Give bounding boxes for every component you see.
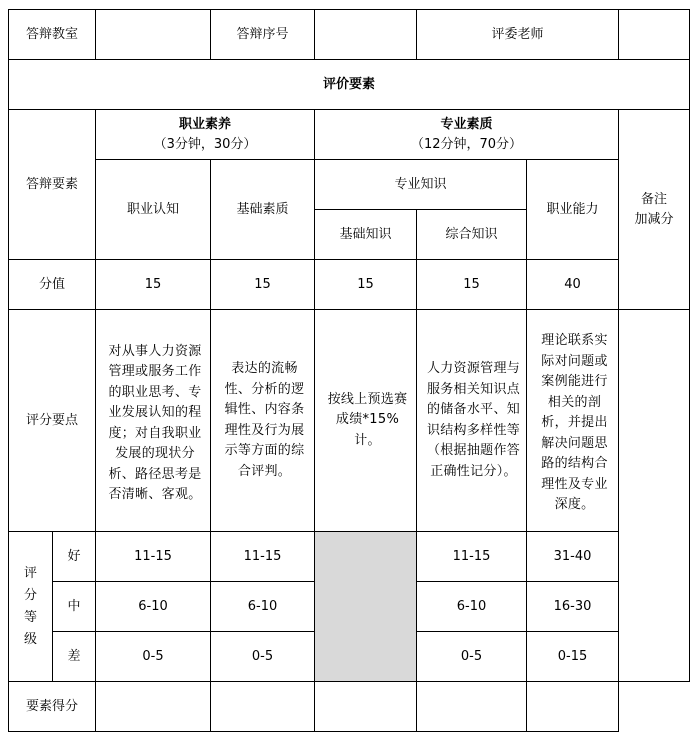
professional-quality-header: [315, 110, 619, 160]
score-value: 15: [315, 260, 417, 310]
total-row: [9, 682, 690, 732]
criteria-comprehensive-knowledge: [417, 310, 527, 532]
grade-row-good: [9, 532, 690, 582]
remarks-cell[interactable]: [619, 310, 690, 682]
section-title: 评价要素: [9, 60, 690, 110]
grade-label-char: 评: [23, 565, 37, 581]
grade-label-char: 分: [23, 587, 37, 603]
grade-range: 31-40: [527, 532, 619, 582]
professional-literacy-header: [96, 110, 315, 160]
grade-level: 差: [53, 632, 96, 682]
grade-range: 11-15: [211, 532, 315, 582]
grade-label: [9, 532, 53, 682]
score-value: 15: [417, 260, 527, 310]
grade-range: 0-5: [417, 632, 527, 682]
column-header-row: [9, 160, 690, 210]
professional-knowledge-header: 专业知识: [315, 160, 527, 210]
professional-quality-time: （12分钟，70分）: [410, 136, 523, 152]
grade-range: 0-15: [527, 632, 619, 682]
criteria-text: 人力资源管理与服务相关知识点的储备水平、知识结构多样性等（根据抽题作答正确性记分）。: [426, 361, 521, 479]
total-cell[interactable]: [96, 682, 211, 732]
career-ability-header: 职业能力: [527, 160, 619, 260]
grade-range: 6-10: [417, 582, 527, 632]
score-row: [9, 260, 690, 310]
grade-label-char: 级: [23, 631, 37, 647]
total-cell[interactable]: [211, 682, 315, 732]
grade-range: 0-5: [96, 632, 211, 682]
shaded-cell: [315, 532, 417, 682]
score-value: 15: [96, 260, 211, 310]
total-label: 要素得分: [9, 682, 96, 732]
grade-range: 11-15: [96, 532, 211, 582]
grade-range: 6-10: [211, 582, 315, 632]
remarks-line2: 加减分: [634, 211, 674, 227]
section-title-row: [9, 60, 690, 110]
criteria-career-ability: [527, 310, 619, 532]
room-value-cell[interactable]: [96, 10, 211, 60]
career-cognition-header: 职业认知: [96, 160, 211, 260]
total-cell[interactable]: [527, 682, 619, 732]
criteria-basic-knowledge: [315, 310, 417, 532]
grade-label-char: 等: [23, 609, 37, 625]
criteria-text: 表达的流畅性、分析的逻辑性、内容条理性及行为展示等方面的综合评判。: [224, 361, 305, 479]
group-header-row: [9, 110, 690, 160]
remarks-line1: 备注: [641, 191, 668, 207]
order-label: 答辩序号: [211, 10, 315, 60]
grade-level: 中: [53, 582, 96, 632]
total-cell[interactable]: [315, 682, 417, 732]
evaluation-form-table: [8, 9, 690, 732]
professional-literacy-title: 职业素养: [179, 116, 232, 132]
grade-range: 11-15: [417, 532, 527, 582]
grade-range: 6-10: [96, 582, 211, 632]
criteria-basic-quality: [211, 310, 315, 532]
criteria-career-cognition: [96, 310, 211, 532]
grade-level: 好: [53, 532, 96, 582]
remarks-header: [619, 110, 690, 310]
professional-literacy-time: （3分钟，30分）: [153, 136, 257, 152]
judge-label: 评委老师: [417, 10, 619, 60]
comprehensive-knowledge-header: 综合知识: [417, 210, 527, 260]
criteria-text: 按线上预选赛成绩*15%计。: [327, 391, 408, 448]
score-value: 40: [527, 260, 619, 310]
professional-quality-title: 专业素质: [440, 116, 493, 132]
score-value: 15: [211, 260, 315, 310]
criteria-text: 对从事人力资源管理或服务工作的职业思考、专业发展认知的程度；对自我职业发展的现状分析、路径思考是否清晰、客观。: [108, 343, 202, 502]
grade-range: 0-5: [211, 632, 315, 682]
criteria-row: [9, 310, 690, 532]
criteria-text: 理论联系实际对问题或案例能进行相关的剖析，并提出解决问题思路的结构合理性及专业深度。: [541, 333, 608, 513]
judge-value-cell[interactable]: [619, 10, 690, 60]
grade-range: 16-30: [527, 582, 619, 632]
room-label: 答辩教室: [9, 10, 96, 60]
basic-quality-header: 基础素质: [211, 160, 315, 260]
header-row: [9, 10, 690, 60]
criteria-label: 评分要点: [9, 310, 96, 532]
total-cell[interactable]: [417, 682, 527, 732]
basic-knowledge-header: 基础知识: [315, 210, 417, 260]
score-label: 分值: [9, 260, 96, 310]
order-value-cell[interactable]: [315, 10, 417, 60]
elements-label: 答辩要素: [9, 110, 96, 260]
